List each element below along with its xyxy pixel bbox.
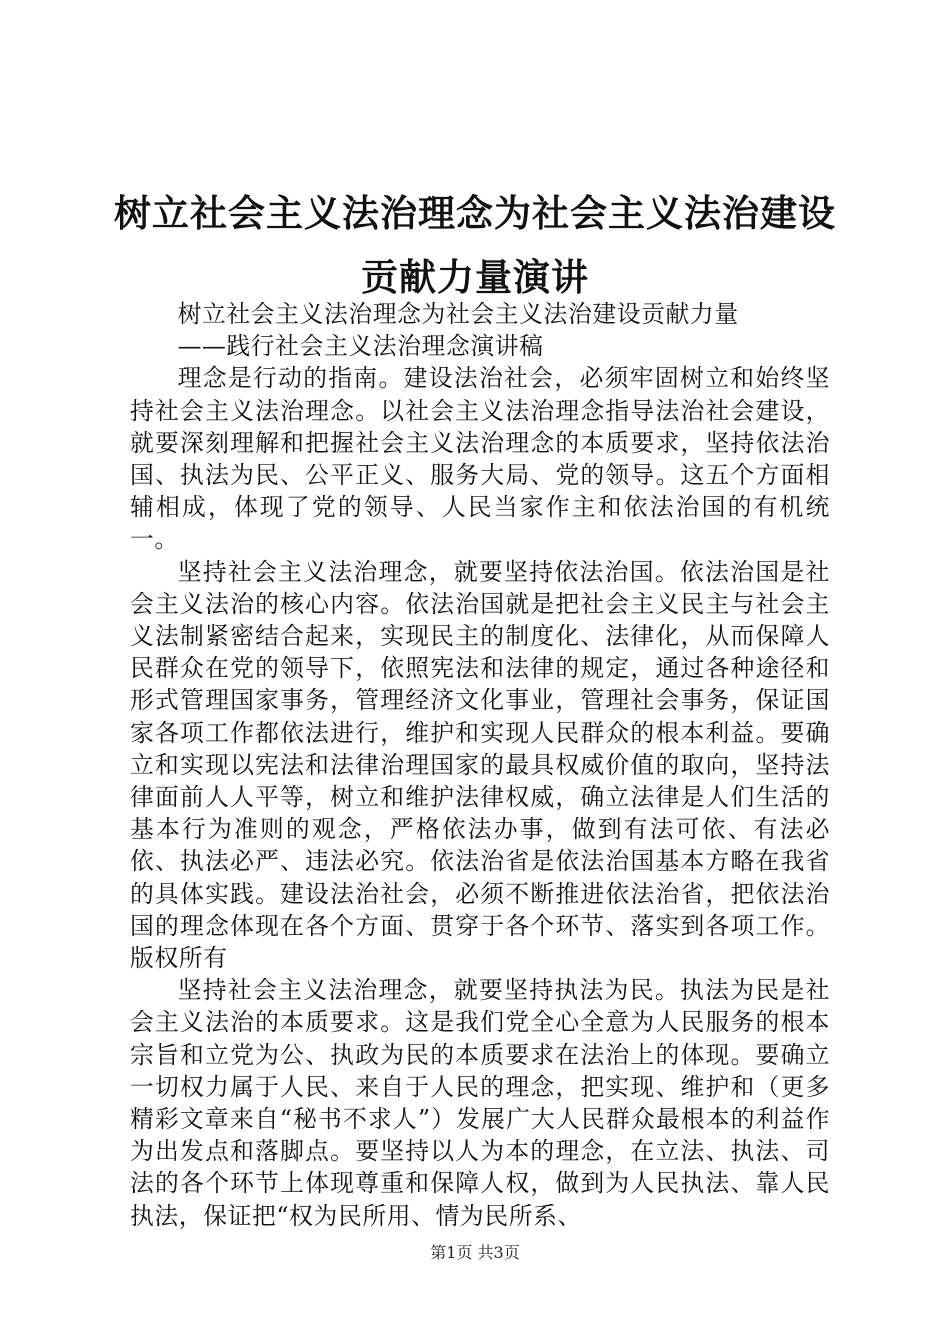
paragraph-subheading: ——践行社会主义法治理念演讲稿 <box>177 332 544 361</box>
paragraph: 坚持社会主义法治理念，就要坚持依法治国。依法治国是社会主义法治的核心内容。依法治国就是把社会主义民主与社会主义法制紧密结合起来，实现民主的制度化、法律化，从而保障人民群众在党的领导下，依照宪法和法律的规定，通过各种途径和形式管理国家事务，管理经济文化事业，管理社会事务，保证国家各项工作都依法进行，维护和实现人民群众的根本利益。要确立和实现以宪法和法律治理国家的最具权威价值的取向，坚持法律面前人人平等，树立和维护法律权威，确立法律是人们生活的基本行为准则的观念，严格依法办事，做到有法可依、有法必依、执法必严、违法必究。依法治省是依法治国基本方略在我省的具体实践。建设法治社会，必须不断推进依法治省，把依法治国的理念体现在各个方面、贯穿于各个环节、落实到各项工作。版权所有 <box>130 557 830 973</box>
paragraph: 坚持社会主义法治理念，就要坚持执法为民。执法为民是社会主义法治的本质要求。这是我们党全心全意为人民服务的根本宗旨和立党为公、执政为民的本质要求在法治上的体现。要确立一切权力属于人民、来自于人民的理念，把实现、维护和（更多精彩文章来自“秘书不求人”）发展广大人民群众最根本的利益作为出发点和落脚点。要坚持以人为本的理念，在立法、执法、司法的各个环节上体现尊重和保障人权，做到为人民执法、靠人民执法，保证把“权为民所用、情为民所系、 <box>130 976 830 1230</box>
page-number-footer: 第1页 共3页 <box>430 1243 520 1262</box>
paragraph-subtitle: 树立社会主义法治理念为社会主义法治建设贡献力量 <box>177 300 739 328</box>
paragraph: 理念是行动的指南。建设法治社会，必须牢固树立和始终坚持社会主义法治理念。以社会主义法治理念指导法治社会建设，就要深刻理解和把握社会主义法治理念的本质要求，坚持依法治国、执法为民、公平正义、服务大局、党的领导。这五个方面相辅相成，体现了党的领导、人民当家作主和依法治国的有机统一。 <box>130 364 830 554</box>
document-body <box>130 298 830 1232</box>
document-title: 树立社会主义法治理念为社会主义法治建设贡献力量演讲 <box>114 192 836 299</box>
